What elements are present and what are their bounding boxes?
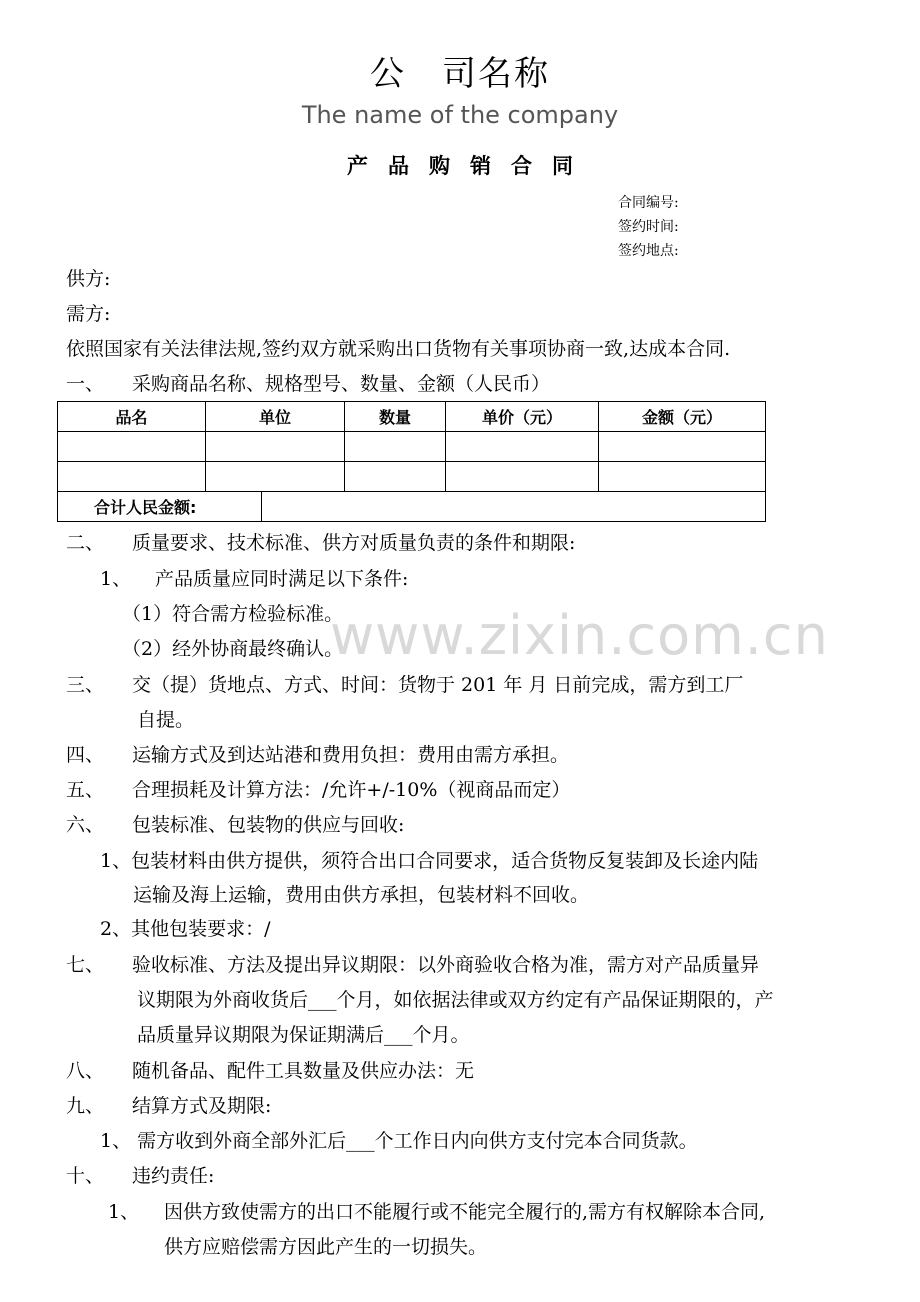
table-cell[interactable] bbox=[58, 432, 206, 462]
section-6-heading: 包装标准、包装物的供应与回收: bbox=[132, 814, 405, 836]
header-amount: 金额（元） bbox=[599, 402, 766, 432]
section-9-item-1: 1、 需方收到外商全部外汇后___个工作日内向供方支付完本合同货款。 bbox=[100, 1130, 698, 1152]
section-8-text: 随机备品、配件工具数量及供应办法：无 bbox=[132, 1060, 475, 1082]
section-10-number: 十、 bbox=[66, 1165, 105, 1187]
section-9-number: 九、 bbox=[66, 1095, 105, 1117]
table-row bbox=[58, 432, 766, 462]
section-6-item-2: 2、其他包装要求：/ bbox=[100, 918, 271, 940]
table-cell[interactable] bbox=[446, 432, 599, 462]
table-cell[interactable] bbox=[58, 462, 206, 492]
table-cell[interactable] bbox=[599, 462, 766, 492]
section-7-line-3: 品质量异议期限为保证期满后___个月。 bbox=[137, 1024, 470, 1046]
total-value-cell[interactable] bbox=[262, 492, 766, 522]
table-cell[interactable] bbox=[345, 462, 446, 492]
section-2-number: 二、 bbox=[66, 532, 105, 554]
sign-place-label: 签约地点: bbox=[618, 243, 679, 259]
condition-2: （2）经外协商最终确认。 bbox=[122, 638, 344, 660]
section-2-item-1-number: 1、 bbox=[100, 568, 132, 590]
contract-number-label: 合同编号: bbox=[618, 195, 679, 211]
section-9-heading: 结算方式及期限: bbox=[132, 1095, 272, 1117]
section-3-line-2: 自提。 bbox=[137, 709, 195, 731]
condition-1: （1）符合需方检验标准。 bbox=[122, 603, 344, 625]
header-product-name: 品名 bbox=[58, 402, 206, 432]
sign-time-label: 签约时间: bbox=[618, 219, 679, 235]
table-cell[interactable] bbox=[206, 432, 345, 462]
section-1-number: 一、 bbox=[66, 373, 105, 395]
section-2-heading: 质量要求、技术标准、供方对质量负责的条件和期限: bbox=[132, 532, 576, 554]
goods-table bbox=[57, 401, 766, 522]
section-2-item-1: 产品质量应同时满足以下条件: bbox=[155, 568, 409, 590]
preamble: 依照国家有关法律法规,签约双方就采购出口货物有关事项协商一致,达成本合同. bbox=[66, 338, 731, 360]
section-3-line-1: 交（提）货地点、方式、时间：货物于 201 年 月 日前完成，需方到工厂 bbox=[132, 674, 744, 696]
section-7-number: 七、 bbox=[66, 954, 105, 976]
section-5-number: 五、 bbox=[66, 779, 105, 801]
table-cell[interactable] bbox=[446, 462, 599, 492]
section-10-item-1-line-2: 供方应赔偿需方因此产生的一切损失。 bbox=[164, 1236, 488, 1258]
section-4-number: 四、 bbox=[66, 744, 105, 766]
table-cell[interactable] bbox=[206, 462, 345, 492]
watermark: www.zixin.com.cn bbox=[330, 604, 829, 667]
supplier-label: 供方: bbox=[66, 268, 111, 290]
section-10-item-1-number: 1、 bbox=[108, 1201, 140, 1223]
section-10-heading: 违约责任: bbox=[132, 1165, 215, 1187]
company-name-english: The name of the company bbox=[301, 101, 619, 129]
section-8-number: 八、 bbox=[66, 1060, 105, 1082]
section-7-line-1: 验收标准、方法及提出异议期限：以外商验收合格为准，需方对产品质量异 bbox=[132, 954, 760, 976]
buyer-label: 需方: bbox=[66, 303, 111, 325]
header-unit-price: 单价（元） bbox=[446, 402, 599, 432]
header-unit: 单位 bbox=[206, 402, 345, 432]
table-cell[interactable] bbox=[345, 432, 446, 462]
total-label: 合计人民金额: bbox=[58, 492, 262, 522]
contract-title: 产品购销合同 bbox=[347, 154, 593, 178]
section-6-item-1-line-1: 1、包装材料由供方提供，须符合出口合同要求，适合货物反复装卸及长途内陆 bbox=[100, 850, 759, 872]
section-4-text: 运输方式及到达站港和费用负担：费用由需方承担。 bbox=[132, 744, 570, 766]
section-5-text: 合理损耗及计算方法：/允许+/-10%（视商品而定） bbox=[132, 779, 571, 801]
company-name: 公 司名称 bbox=[370, 54, 550, 94]
header-quantity: 数量 bbox=[345, 402, 446, 432]
section-1-heading: 采购商品名称、规格型号、数量、金额（人民币） bbox=[132, 373, 551, 395]
table-header-row bbox=[58, 402, 766, 432]
section-10-item-1-line-1: 因供方致使需方的出口不能履行或不能完全履行的,需方有权解除本合同, bbox=[164, 1201, 766, 1223]
section-3-number: 三、 bbox=[66, 674, 105, 696]
section-6-item-1-line-2: 运输及海上运输，费用由供方承担，包装材料不回收。 bbox=[133, 884, 590, 906]
table-cell[interactable] bbox=[599, 432, 766, 462]
table-row bbox=[58, 462, 766, 492]
section-7-line-2: 议期限为外商收货后___个月，如依据法律或双方约定有产品保证期限的，产 bbox=[137, 989, 774, 1011]
table-total-row bbox=[58, 492, 766, 522]
section-6-number: 六、 bbox=[66, 814, 105, 836]
